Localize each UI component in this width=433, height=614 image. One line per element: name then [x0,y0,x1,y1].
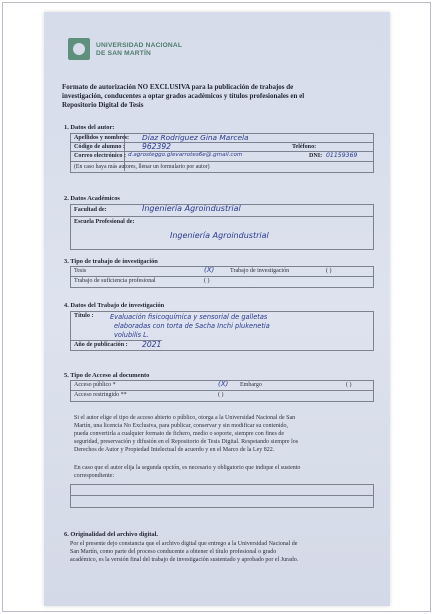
school-value: Ingeniería Agroindustrial [170,231,269,240]
publication-year-label: Año de publicación : [74,342,128,348]
form-title: Formato de autorización NO EXCLUSIVA para la publicación de trabajos de investigación, conducentes a optar grados académicos y títulos profesionales en el Repositorio Digital de Tesis [62,83,305,109]
access-restricted-label: Acceso restringido ** [74,392,127,398]
access-public-label: Acceso público * [74,382,116,388]
embargo-mark[interactable]: ( ) [346,382,352,388]
student-code-label: Código de alumno : [74,144,125,150]
section1-heading: 1. Datos del autor: [64,124,115,131]
originality-paragraph: Por el presente dejo constancia que el archivo digital que entrego a la Universidad Nacional de San Martín, como parte del proceso conducente a obtener el título profesional o grado académico, es la versión final del trabajo de investigación sustentado y aprobado por el Jurado. [70,541,299,564]
phone-label: Teléfono: [292,144,317,150]
section3-heading: 3. Tipo de trabajo de investigación [64,258,158,265]
university-logo-icon [68,38,90,60]
email-value: d.agrosteggo.glevarrotes6e@.gmail.com [128,152,243,158]
document-page [44,12,390,606]
justification-field[interactable] [70,484,374,508]
work-title-value: Evaluación fisicoquímica y sensorial de galletas elaboradas con torta de Sacha Inchi plukenetia volubilis L. [110,313,270,339]
option-investigacion-mark[interactable]: ( ) [326,268,332,274]
work-title-label: Título : [74,313,94,319]
publication-year-value: 2021 [142,340,162,349]
student-code-value: 962392 [142,142,171,151]
school-label: Escuela Profesional de: [74,219,135,225]
second-option-note: En caso que el autor elija la segunda opción, es necesario y obligatorio que indique el sustento correspondiente: [74,465,301,480]
option-investigacion-label: Trabajo de investigación [230,268,290,274]
dni-value: 01159369 [326,152,358,159]
section4-heading: 4. Datos del Trabajo de investigación [64,302,165,309]
multiple-authors-note: (En caso haya más autores, llenar un formulario por autor) [74,164,210,170]
section6-heading: 6. Originalidad del archivo digital. [64,531,158,538]
name-label: Apellidos y nombres: [74,135,130,141]
faculty-value: Ingeniería Agroindustrial [142,204,241,213]
access-public-mark[interactable]: (X) [218,380,229,388]
email-label: Correo electrónico : [74,153,126,159]
access-restricted-mark[interactable]: ( ) [218,392,224,398]
university-name: UNIVERSIDAD NACIONAL DE SAN MARTÍN [96,42,183,57]
option-suficiencia-label: Trabajo de suficiencia profesional [74,278,156,284]
embargo-label: Embargo [240,382,262,388]
option-suficiencia-mark[interactable]: ( ) [204,278,210,284]
section2-heading: 2. Datos Académicos [64,195,120,202]
faculty-label: Facultad de: [74,207,107,213]
license-paragraph: Si el autor elige el tipo de acceso abierto o público, otorga a la Universidad Nacional de San Martín, una licencia No Exclusiva, para publicar, conservar y sin modificar su contenido, pueda convertirla a cualquier formato de fichero, medio o soporte, siempre con fines de seguridad, preservación y difusión en el Repositorio de Tesis Digital. Respetando siempre los Derechos de Autor y Propiedad Intelectual de acuerdo y en el Marco de la Ley 822. [74,415,299,454]
dni-label: DNI: [309,153,323,159]
name-value: Díaz Rodríguez Gina Marcela [142,133,249,142]
option-tesis-mark[interactable]: (X) [204,266,215,274]
option-tesis-label: Tesis [74,268,87,274]
section5-heading: 5. Tipo de Acceso al documento [64,372,150,379]
